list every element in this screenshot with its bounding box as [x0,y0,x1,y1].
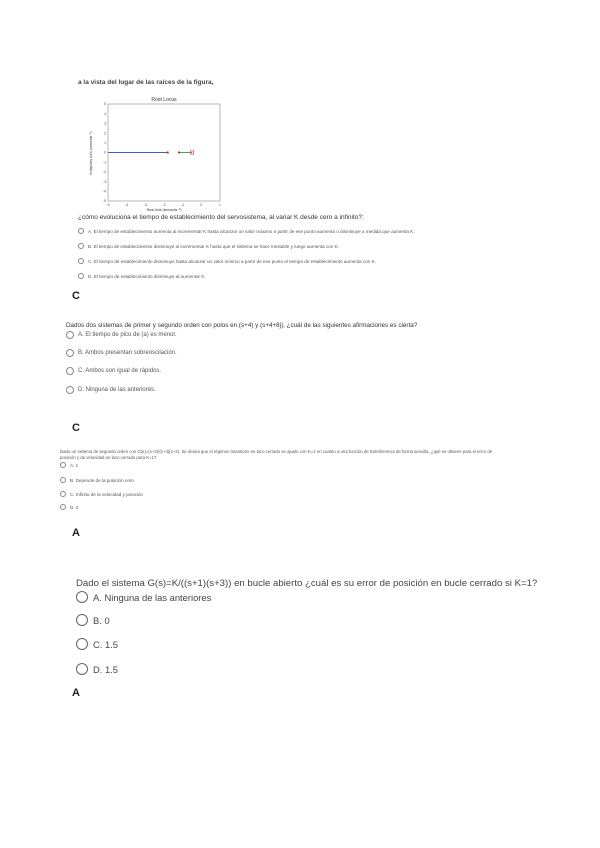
radio-icon[interactable] [66,386,74,394]
chart-title: Root Locus [151,97,177,103]
pole-marker [178,151,180,153]
question-1-text: ¿cómo evoluciona el tiempo de establecimiento del servosistema, al variar K desde cero a infinito?: [78,214,364,221]
option-label: D. El tiempo de establecimiento disminuye al aumentar K. [88,273,206,279]
y-tick-label: -4 [102,189,106,194]
q4-option-b[interactable] [76,614,110,626]
x-axis-label: Real Axis (seconds⁻¹) [146,208,182,212]
y-tick-label: 1 [104,141,106,145]
option-label: C. 1.5 [93,638,119,650]
y-tick-label: 0 [104,150,106,155]
option-label: A. El tiempo de pico de (a) es menor. [78,332,177,338]
radio-icon[interactable] [66,349,74,357]
q4-option-c[interactable] [76,638,118,650]
option-label: A. 1 [70,462,79,468]
radio-icon[interactable] [60,491,66,497]
option-label: B. 0 [93,614,110,626]
option-label: B. Ambos presentan sobreoscilación. [78,350,177,356]
q2-option-d[interactable] [66,386,156,394]
radio-icon[interactable] [78,258,84,264]
q3-option-d[interactable] [60,504,78,510]
q3-answer: A [72,527,80,539]
y-axis-label: Imaginary Axis (seconds⁻¹) [89,131,93,175]
y-tick-label: -3 [102,179,106,184]
question-4-text: Dado el sistema G(s)=K/((s+1)(s+3)) en bucle abierto ¿cuál es su error de posición en bucle cerrado si K=1? [76,578,538,589]
root-locus-chart [86,93,220,213]
y-tick-label: 4 [104,111,106,116]
q1-option-c[interactable] [78,258,376,264]
x-tick-labels [106,203,221,207]
radio-icon[interactable] [76,663,88,675]
x-tick-label: -1 [181,203,185,207]
radio-icon[interactable] [78,243,84,249]
x-tick-label: -4 [125,203,129,207]
option-label: D. 1.5 [93,663,119,675]
radio-icon[interactable] [60,462,66,468]
q2-option-a[interactable] [66,331,177,339]
radio-icon[interactable] [60,477,66,483]
radio-icon[interactable] [76,638,88,650]
question-3-text: Dado un sistema de segundo orden con G(s)=(s+3)/(s+4)(s+2). Se desea que el régimen transitorio en lazo cerrado se ajuste con K=2 en cuanto a una función de transferencia de forma sencilla, ¿qué se obtiene para el error de posición y de velocidad en lazo cerrado para K=1? [60,449,493,460]
q4-answer: A [72,687,80,699]
option-label: D. Ninguna de las anteriores. [78,387,156,393]
option-label: C. Infinito de la velocidad y posición [70,491,144,497]
x-tick-label: -5 [106,203,110,207]
y-tick-label: 2 [104,131,106,136]
q1-option-d[interactable] [78,273,206,279]
q4-option-a[interactable] [76,591,211,603]
q2-option-c[interactable] [66,367,161,375]
y-tick-label: -2 [102,170,106,175]
x-tick-label: 1 [219,203,221,207]
figure-caption: a la vista del lugar de las raíces de la figura, [78,79,214,86]
option-label: A. El tiempo de establecimiento aumenta al incrementar K hasta alcanzar un valor máximo a partir de ese punto aumenta o disminuye a medida que aumenta K. [88,228,415,234]
question-2-text: Dados dos sistemas de primer y segundo orden con polos en (s+4) y (s+4+8j), ¿cuál de las siguientes afirmaciones es cierta? [66,322,418,329]
q1-option-a[interactable] [78,228,415,234]
x-tick-label: -3 [143,203,147,207]
y-tick-label: 3 [104,121,106,126]
pole-marker [167,151,169,153]
q2-answer: C [72,422,80,434]
option-label: C. El tiempo de establecimiento disminuye hasta alcanzar un valor mínimo a partir de ese punto el tiempo de establecimiento aumenta con K. [88,258,377,264]
radio-icon[interactable] [78,228,84,234]
radio-icon[interactable] [78,273,84,279]
radio-icon[interactable] [60,504,66,510]
option-label: C. Ambos son igual de rápidos. [78,368,162,374]
q3-option-c[interactable] [60,491,143,497]
q1-option-b[interactable] [78,243,339,249]
option-label: B. El tiempo de establecimiento disminuye al incrementar K hasta que el sistema se hace inestable y luego aumenta con K. [88,243,340,249]
x-tick-label: 0 [200,203,203,207]
radio-icon[interactable] [76,614,88,626]
q3-option-b[interactable] [60,477,134,483]
option-label: B. Depende de la posición cero [70,477,134,483]
q3-option-a[interactable] [60,462,78,468]
x-tick-label: -2 [162,203,166,207]
y-tick-label: 5 [104,102,106,107]
y-tick-label: -5 [102,199,106,204]
q1-answer: C [72,290,80,302]
radio-icon[interactable] [66,367,74,375]
option-label: D. 0 [70,504,79,510]
q2-option-b[interactable] [66,349,177,357]
y-tick-label: -1 [102,160,106,165]
q4-option-d[interactable] [76,663,118,675]
radio-icon[interactable] [76,591,88,603]
radio-icon[interactable] [66,331,74,339]
y-tick-labels [103,102,106,203]
option-label: A. Ninguna de las anteriores [93,591,212,603]
